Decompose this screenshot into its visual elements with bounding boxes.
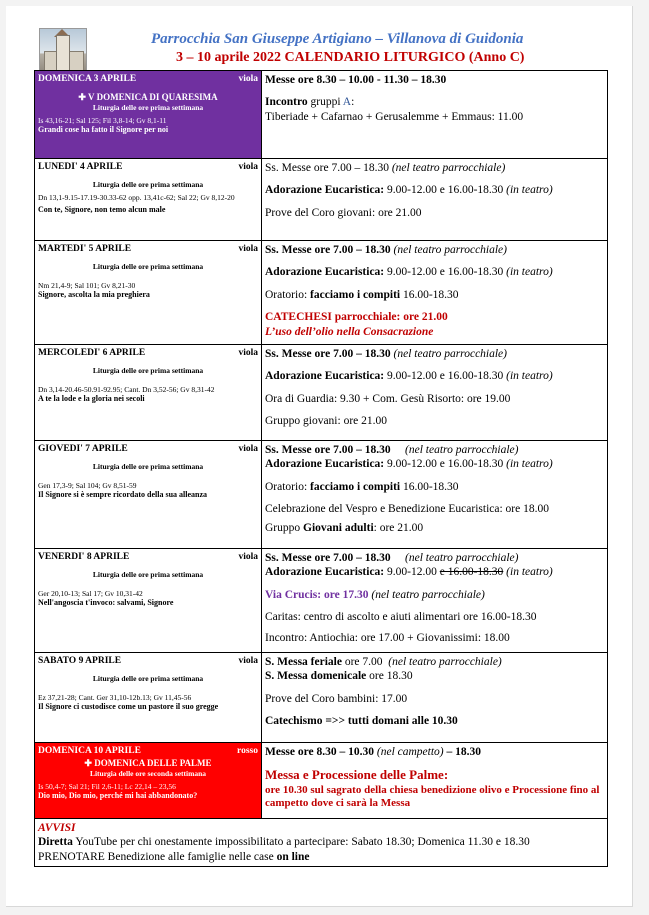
text-span: Messe ore 8.30 – 10.30 (265, 746, 377, 758)
hours-week: Liturgia delle ore prima settimana (92, 180, 204, 189)
day-info-cell (35, 241, 262, 345)
text-span: facciamo i compiti (310, 480, 401, 493)
readings: Gen 17,3-9; Sal 104; Gv 8,51-59 (38, 481, 137, 490)
day-label: GIOVEDI' 7 APRILE (38, 444, 128, 454)
spacer (38, 454, 258, 462)
schedule-line (265, 521, 604, 535)
catechesis-line: CATECHESI parrocchiale: ore 21.00 (265, 311, 448, 324)
avvisi-title: AVVISI (38, 822, 76, 834)
spacer (38, 84, 258, 92)
text-span: (nel teatro parrocchiale) (391, 162, 506, 174)
schedule-line (265, 457, 604, 471)
liturgical-color: viola (238, 348, 258, 358)
day-header (38, 444, 258, 454)
schedule-cell (262, 241, 608, 345)
day-label: DOMENICA 10 APRILE (38, 746, 141, 756)
text-span: Adorazione Eucaristica: (265, 566, 388, 579)
calendar-row-day-3 (35, 345, 608, 441)
spacer (265, 87, 604, 95)
spacer (38, 254, 258, 262)
schedule-line (265, 655, 604, 669)
schedule-line: Caritas: centro di ascolto e aiuti alimentari ore 16.00-18.30 (265, 611, 537, 624)
spacer (265, 257, 604, 265)
schedule-line: Celebrazione del Vespro e Benedizione Eucaristica: ore 18.00 (265, 503, 549, 516)
text-span: Diretta (38, 836, 73, 849)
calendar-row-day-5 (35, 549, 608, 653)
text-span: (in teatro) (506, 266, 553, 279)
calendar-table (34, 70, 608, 867)
text-span: (nel teatro parrocchiale) (393, 552, 519, 564)
schedule-line (265, 183, 604, 197)
schedule-line: Prove del Coro giovani: ore 21.00 (265, 206, 422, 219)
text-span: 9.00-12.00 (387, 566, 440, 579)
schedule-cell (262, 549, 608, 653)
calendar-row-day-6 (35, 653, 608, 743)
day-header (38, 746, 258, 756)
church-logo (39, 28, 87, 74)
header (6, 24, 632, 76)
calendar-row-day-4 (35, 441, 608, 549)
hours-week: Liturgia delle ore prima settimana (92, 262, 204, 271)
text-span: (nel campetto) (376, 746, 444, 758)
psalm-response: Nell'angoscia t'invoco: salvami, Signore (38, 598, 174, 607)
text-span: – 18.30 (443, 746, 482, 758)
text-span: 9.00-12.00 e 16.00-18.30 (387, 370, 507, 383)
text-span: 9.00-12.00 e 16.00-18.30 (387, 458, 507, 471)
day-info-cell (35, 549, 262, 653)
spacer (265, 602, 604, 610)
schedule-cell (262, 345, 608, 441)
spacer (265, 580, 604, 588)
day-label: DOMENICA 3 APRILE (38, 74, 137, 84)
avvisi-row (35, 819, 608, 867)
schedule-line (265, 588, 604, 602)
day-header (38, 74, 258, 84)
text-span: Giovani adulti (303, 521, 374, 534)
schedule-cell (262, 71, 608, 159)
readings: Is 50,4-7; Sal 21; Fil 2,6-11; Lc 22,14 – 23,56 (38, 782, 176, 791)
day-header (38, 244, 258, 254)
liturgical-color: viola (238, 552, 258, 562)
schedule-line: Ora di Guardia: 9.30 + Com. Gesù Risorto: ore 19.00 (265, 392, 511, 405)
spacer (38, 666, 258, 674)
schedule-line (265, 288, 604, 302)
hours-week: Liturgia delle ore seconda settimana (89, 769, 207, 778)
liturgical-color: rosso (237, 746, 258, 756)
calendar-row-day-2 (35, 241, 608, 345)
schedule-line (265, 369, 604, 383)
schedule-line (265, 243, 604, 257)
schedule-line: Messe ore 8.30 – 10.00 - 11.30 – 18.30 (265, 74, 447, 86)
via-crucis-label: Via Crucis: ore 17.30 (265, 588, 369, 601)
spacer (265, 684, 604, 692)
avvisi-cell (35, 819, 608, 867)
text-span: Catechismo =>> (265, 715, 348, 728)
spacer (38, 358, 258, 366)
text-span: (nel teatro parrocchiale) (388, 656, 502, 668)
text-span: ore 18.30 (369, 670, 413, 683)
text-span: on line (276, 850, 310, 863)
readings: Ez 37,21-28; Cant. Ger 31,10-12b.13; Gv 11,45-56 (38, 693, 192, 702)
day-info-cell (35, 653, 262, 743)
psalm-response: Il Signore ci custodisce come un pastore il suo gregge (38, 702, 219, 711)
day-info-cell (35, 71, 262, 159)
day-info-cell (35, 743, 262, 819)
text-span: (nel teatro parrocchiale) (368, 588, 485, 601)
schedule-line (265, 95, 604, 109)
psalm-response: Signore, ascolta la mia preghiera (38, 290, 150, 299)
day-info-cell (35, 345, 262, 441)
hours-week: Liturgia delle ore prima settimana (92, 674, 204, 683)
readings: Nm 21,4-9; Sal 101; Gv 8,21-30 (38, 281, 136, 290)
schedule-line: Prove del Coro bambini: 17.00 (265, 692, 408, 705)
text-span: S. Messa feriale (265, 656, 345, 668)
schedule-line: Incontro: Antiochia: ore 17.00 + Giovanissimi: 18.00 (265, 631, 510, 644)
text-span: (nel teatro parrocchiale) (393, 444, 519, 456)
liturgical-color: viola (238, 656, 258, 666)
text-span: gruppi (307, 96, 343, 109)
spacer (265, 494, 604, 502)
text-span: : ore 21.00 (373, 521, 424, 534)
day-header (38, 162, 258, 172)
schedule-cell (262, 159, 608, 241)
calendar-row-day-0 (35, 71, 608, 159)
text-span: (in teatro) (506, 184, 553, 197)
spacer (265, 198, 604, 206)
day-info-cell (35, 441, 262, 549)
schedule-line (265, 551, 604, 565)
schedule-line: Gruppo giovani: ore 21.00 (265, 415, 388, 428)
text-span: : (351, 96, 355, 109)
text-span: (nel teatro parrocchiale) (393, 244, 507, 256)
text-span: Oratorio: (265, 480, 311, 493)
schedule-line (265, 443, 604, 457)
church-tower-shape (56, 35, 70, 71)
psalm-response: Grandi cose ha fatto il Signore per noi (38, 125, 169, 134)
schedule-line (265, 745, 604, 759)
text-span: (in teatro) (506, 370, 553, 383)
text-span: Adorazione Eucaristica: (265, 266, 388, 279)
text-span: Adorazione Eucaristica: (265, 458, 388, 471)
schedule-line (265, 480, 604, 494)
spacer (265, 302, 604, 310)
psalm-response: Con te, Signore, non temo alcun male (38, 205, 166, 214)
text-span: 16.00-18.30 (400, 480, 459, 493)
text-span: Ss. Messe ore 7.00 – 18.30 (265, 444, 394, 456)
cancelled-time: e 16.00-18.30 (439, 566, 504, 579)
day-info-cell (35, 159, 262, 241)
day-label: MARTEDI' 5 APRILE (38, 244, 132, 254)
schedule-line (265, 161, 604, 175)
text-span: (in teatro) (503, 566, 553, 579)
text-span: S. Messa domenicale (265, 670, 370, 683)
hours-week: Liturgia delle ore prima settimana (92, 570, 204, 579)
text-span: Adorazione Eucaristica: (265, 370, 388, 383)
parish-title: Parrocchia San Giuseppe Artigiano – Villanova di Guidonia (151, 31, 524, 47)
liturgical-color: viola (238, 162, 258, 172)
text-span: Oratorio: (265, 288, 311, 301)
feast-name: ✚ DOMENICA DELLE PALME (84, 758, 212, 768)
day-label: SABATO 9 APRILE (38, 656, 122, 666)
text-span: 16.00-18.30 (400, 288, 459, 301)
spacer (265, 759, 604, 767)
readings: Ger 20,10-13; Sal 17; Gv 10,31-42 (38, 589, 143, 598)
text-span: Incontro (265, 96, 308, 109)
schedule-cell (262, 441, 608, 549)
text-span: (in teatro) (506, 458, 553, 471)
text-span: Ss. Messe ore 7.00 – 18.30 (265, 162, 392, 174)
text-span: Gruppo (265, 521, 304, 534)
psalm-response: A te la lode e la gloria nei secoli (38, 394, 145, 403)
calendar-row-day-7 (35, 743, 608, 819)
avvisi-line (38, 835, 604, 849)
schedule-cell (262, 653, 608, 743)
schedule-line (265, 265, 604, 279)
palm-procession-title: Messa e Processione delle Palme: (265, 767, 449, 783)
schedule-line: Tiberiade + Cafarnao + Gerusalemme + Emmaus: 11.00 (265, 110, 524, 123)
spacer (38, 562, 258, 570)
spacer (265, 706, 604, 714)
readings: Dn 3,14-20.46-50.91-92.95; Cant. Dn 3,52-56; Gv 8,31-42 (38, 385, 215, 394)
text-span: Adorazione Eucaristica: (265, 184, 388, 197)
calendar-subtitle: 3 – 10 aprile 2022 CALENDARIO LITURGICO (Anno C) (176, 50, 525, 65)
text-span: Ss. Messe ore 7.00 – 18.30 (265, 244, 394, 256)
day-header (38, 348, 258, 358)
text-span: ore 7.00 (344, 656, 389, 668)
hours-week: Liturgia delle ore prima settimana (92, 366, 204, 375)
text-span: YouTube per chi onestamente impossibilitato a partecipare: Sabato 18.30; Domenica 11.30 e 18.30 (72, 836, 530, 849)
day-label: VENERDI' 8 APRILE (38, 552, 130, 562)
liturgical-color: viola (238, 74, 258, 84)
avvisi-line (38, 850, 604, 864)
feast-name: ✚ V DOMENICA DI QUARESIMA (78, 92, 218, 102)
spacer (265, 361, 604, 369)
text-span: (nel teatro parrocchiale) (393, 348, 507, 360)
spacer (38, 172, 258, 180)
spacer (265, 472, 604, 480)
day-label: MERCOLEDI' 6 APRILE (38, 348, 146, 358)
readings: Is 43,16-21; Sal 125; Fil 3,8-14; Gv 8,1-11 (38, 116, 167, 125)
text-span: Ss. Messe ore 7.00 – 18.30 (265, 552, 394, 564)
text-span: 9.00-12.00 e 16.00-18.30 (387, 266, 507, 279)
hours-week: Liturgia delle ore prima settimana (92, 462, 204, 471)
day-header (38, 552, 258, 562)
spacer (265, 406, 604, 414)
schedule-line (265, 347, 604, 361)
document-page (6, 6, 633, 907)
spacer (265, 175, 604, 183)
spacer (265, 280, 604, 288)
text-span: Ss. Messe ore 7.00 – 18.30 (265, 348, 394, 360)
schedule-line (265, 565, 604, 579)
schedule-line (265, 714, 604, 728)
text-span: facciamo i compiti (310, 288, 401, 301)
palm-procession-details: ore 10.30 sul sagrato della chiesa benedizione olivo e Processione fino al campetto dove ci sarà la Messa (265, 783, 600, 810)
liturgical-color: viola (238, 444, 258, 454)
psalm-response: Il Signore si è sempre ricordato della sua alleanza (38, 490, 208, 499)
schedule-cell (262, 743, 608, 819)
group-letter: A (342, 96, 352, 109)
catechesis-topic: L’uso dell’olio nella Consacrazione (265, 325, 434, 338)
text-span: 9.00-12.00 e 16.00-18.30 (387, 184, 507, 197)
text-span: PRENOTARE Benedizione alle famiglie nelle case (38, 850, 277, 863)
liturgical-color: viola (238, 244, 258, 254)
readings: Dn 13,1-9.15-17.19-30.33-62 opp. 13,41c-62; Sal 22; Gv 8,12-20 (38, 193, 235, 202)
schedule-line (265, 669, 604, 683)
day-header (38, 656, 258, 666)
hours-week: Liturgia delle ore prima settimana (92, 103, 204, 112)
spacer (265, 384, 604, 392)
text-span: tutti domani alle 10.30 (347, 715, 458, 728)
psalm-response: Dio mio, Dio mio, perché mi hai abbandonato? (38, 791, 198, 800)
calendar-row-day-1 (35, 159, 608, 241)
day-label: LUNEDI' 4 APRILE (38, 162, 123, 172)
